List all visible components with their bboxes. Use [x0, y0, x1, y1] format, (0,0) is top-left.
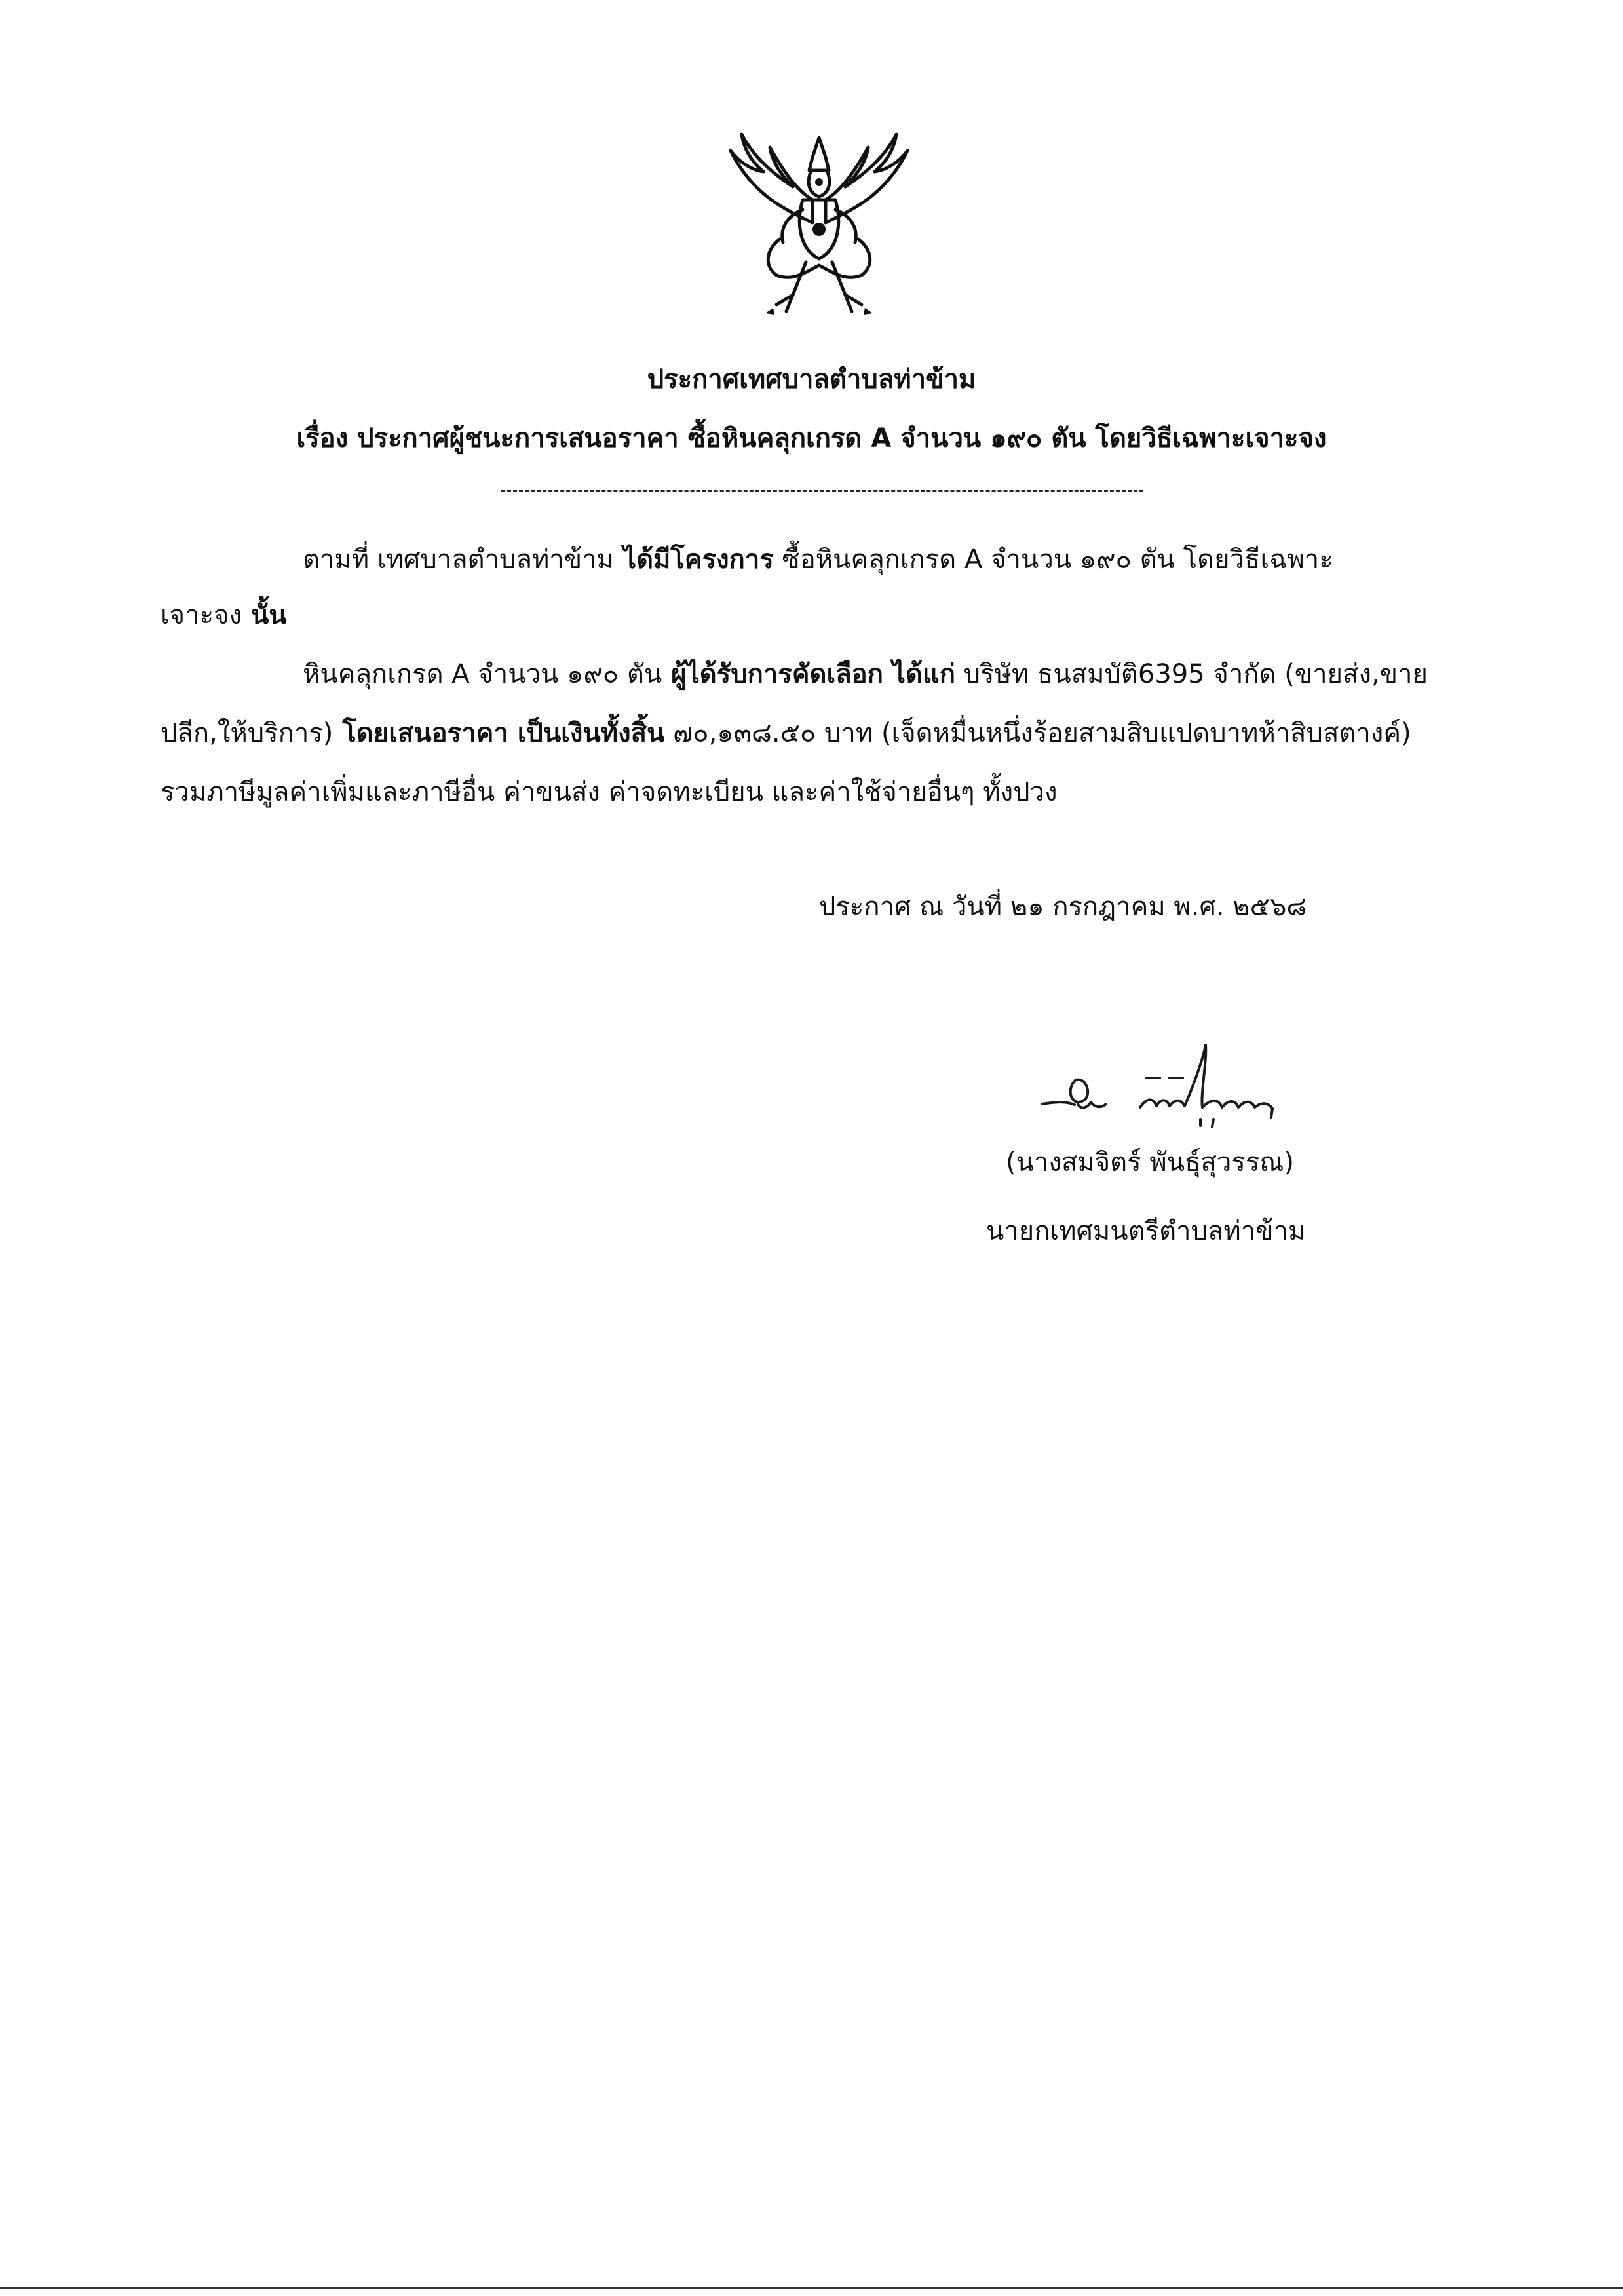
garuda-emblem — [714, 124, 924, 334]
paragraph1-line2 — [161, 600, 287, 631]
paragraph2-line1 — [303, 659, 1428, 690]
p1-agency: ตามที่ เทศบาลตำบลท่าข้าม — [303, 545, 615, 575]
p2-company: บริษัท ธนสมบัติ6395 จำกัด (ขายส่ง,ขาย — [955, 659, 1428, 689]
p1-project-name: ซื้อหินคลุกเกรด A จำนวน ๑๙๐ ตัน โดยวิธีเฉพาะ — [773, 545, 1333, 575]
p2-selected-label: ผู้ได้รับการคัดเลือก ได้แก่ — [662, 659, 955, 689]
signer-position: นายกเทศมนตรีตำบลท่าข้าม — [986, 1216, 1306, 1246]
announcement-date: ประกาศ ณ วันที่ ๒๑ กรกฎาคม พ.ศ. ๒๕๖๘ — [819, 892, 1307, 922]
p1-closing: นั้น — [242, 600, 287, 630]
paragraph2-line3: รวมภาษีมูลค่าเพิ่มและภาษีอื่น ค่าขนส่ง ค่าจดทะเบียน และค่าใช้จ่ายอื่นๆ ทั้งปวง — [161, 777, 1058, 807]
p1-project-label: ได้มีโครงการ — [614, 545, 774, 575]
title-divider — [501, 490, 1143, 492]
p1-method-end: เจาะจง — [161, 600, 242, 630]
paragraph2-line2 — [161, 718, 1411, 749]
p2-amount-words: บาท (เจ็ดหมื่นหนึ่งร้อยสามสิบแปดบาทห้าสิบสตางค์) — [816, 718, 1411, 748]
document-subject: เรื่อง ประกาศผู้ชนะการเสนอราคา ซื้อหินคลุกเกรด A จำนวน ๑๙๐ ตัน โดยวิธีเฉพาะเจาะจง — [296, 423, 1327, 453]
signer-name: (นางสมจิตร์ พันธุ์สุวรรณ) — [1006, 1147, 1295, 1177]
document-authority: ประกาศเทศบาลตำบลท่าข้าม — [647, 364, 976, 394]
p2-price-label: โดยเสนอราคา เป็นเงินทั้งสิ้น — [333, 718, 665, 748]
scan-bottom-edge — [0, 2287, 1623, 2289]
p2-company-type: ปลีก,ให้บริการ) — [161, 718, 334, 748]
handwritten-signature — [1029, 1042, 1304, 1140]
paragraph1-line1 — [303, 544, 1333, 575]
p2-amount: ๗๐,๑๓๘.๕๐ — [664, 718, 816, 748]
p2-item: หินคลุกเกรด A จำนวน ๑๙๐ ตัน — [303, 659, 662, 689]
